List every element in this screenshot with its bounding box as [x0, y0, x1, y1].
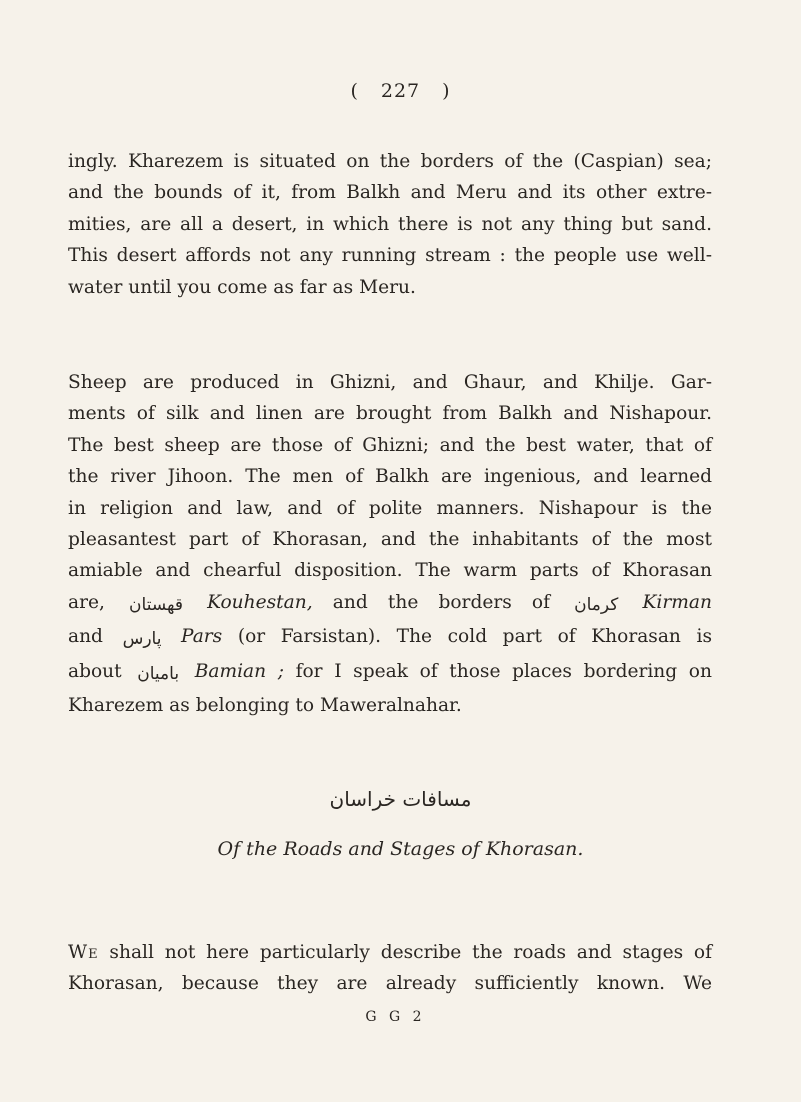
- page-header: [0, 80, 801, 102]
- text-line: the river Jihoon. The men of Balkh are ingenious, and learned: [68, 466, 712, 488]
- text-fragment: shall not here particularly describe the roads and stages of: [109, 942, 712, 963]
- arabic-word-kirman: کرمان: [574, 594, 619, 615]
- text-fragment: (or Farsistan). The cold part of Khorasan is: [237, 626, 712, 648]
- place-name-kouhestan: Kouhestan,: [207, 591, 313, 613]
- header-close-paren: ): [442, 80, 451, 102]
- section-title: Of the Roads and Stages of Khorasan.: [217, 838, 584, 860]
- paragraph-roads-stages: [68, 937, 712, 1000]
- text-line: Sheep are produced in Ghizni, and Ghaur, and Khilje. Gar-: [68, 372, 712, 393]
- dropcap-word: We: [68, 942, 99, 963]
- text-line-kouhestan-kirman: [68, 587, 712, 621]
- text-line: ingly. Kharezem is situated on the borders of the (Caspian) sea;: [68, 151, 712, 172]
- text-line: ments of silk and linen are brought from Balkh and Nishapour.: [68, 403, 712, 425]
- text-line: and the bounds of it, from Balkh and Meru and its other extre-: [68, 182, 712, 204]
- place-name-bamian: Bamian ;: [194, 660, 284, 682]
- text-line: pleasantest part of Khorasan, and the inhabitants of the most: [68, 529, 712, 551]
- page-number: 227: [380, 80, 421, 102]
- section-arabic-title: مسافات خراسان: [329, 787, 472, 811]
- text-line: Khorasan, because they are already sufficiently known. We: [68, 973, 712, 995]
- signature-text: G G 2: [365, 1009, 426, 1025]
- place-name-kirman: Kirman: [642, 591, 712, 613]
- text-line: in religion and law, and of polite manners. Nishapour is the: [68, 497, 712, 519]
- signature-mark: [0, 1009, 801, 1025]
- text-line: water until you come as far as Meru.: [68, 276, 416, 298]
- header-open-paren: (: [350, 80, 359, 102]
- text-line: This desert affords not any running stream : the people use well-: [68, 245, 712, 267]
- text-line-dropcap: [68, 937, 712, 968]
- text-fragment: for I speak of those places bordering on: [295, 660, 712, 682]
- arabic-word-kouhestan: قهستان: [129, 594, 183, 615]
- paragraph-kharezem-desert: [68, 146, 712, 303]
- text-line-bamian: [68, 656, 712, 690]
- text-fragment: and the borders of: [332, 591, 550, 613]
- text-line: amiable and chearful disposition. The warm parts of Khorasan: [68, 560, 712, 582]
- place-name-pars: Pars: [181, 626, 223, 648]
- text-line-pars: [68, 621, 712, 655]
- arabic-word-pars: پارس: [122, 629, 162, 650]
- text-line: Kharezem as belonging to Maweralnahar.: [68, 695, 462, 717]
- arabic-word-bamian: بامیان: [137, 663, 180, 684]
- paragraph-khorasan-produce: [68, 367, 712, 721]
- text-line: mities, are all a desert, in which there is not any thing but sand.: [68, 213, 712, 235]
- text-fragment: and: [68, 626, 103, 648]
- text-fragment: are,: [68, 591, 105, 613]
- text-line: The best sheep are those of Ghizni; and the best water, that of: [68, 434, 712, 456]
- text-fragment: about: [68, 660, 122, 682]
